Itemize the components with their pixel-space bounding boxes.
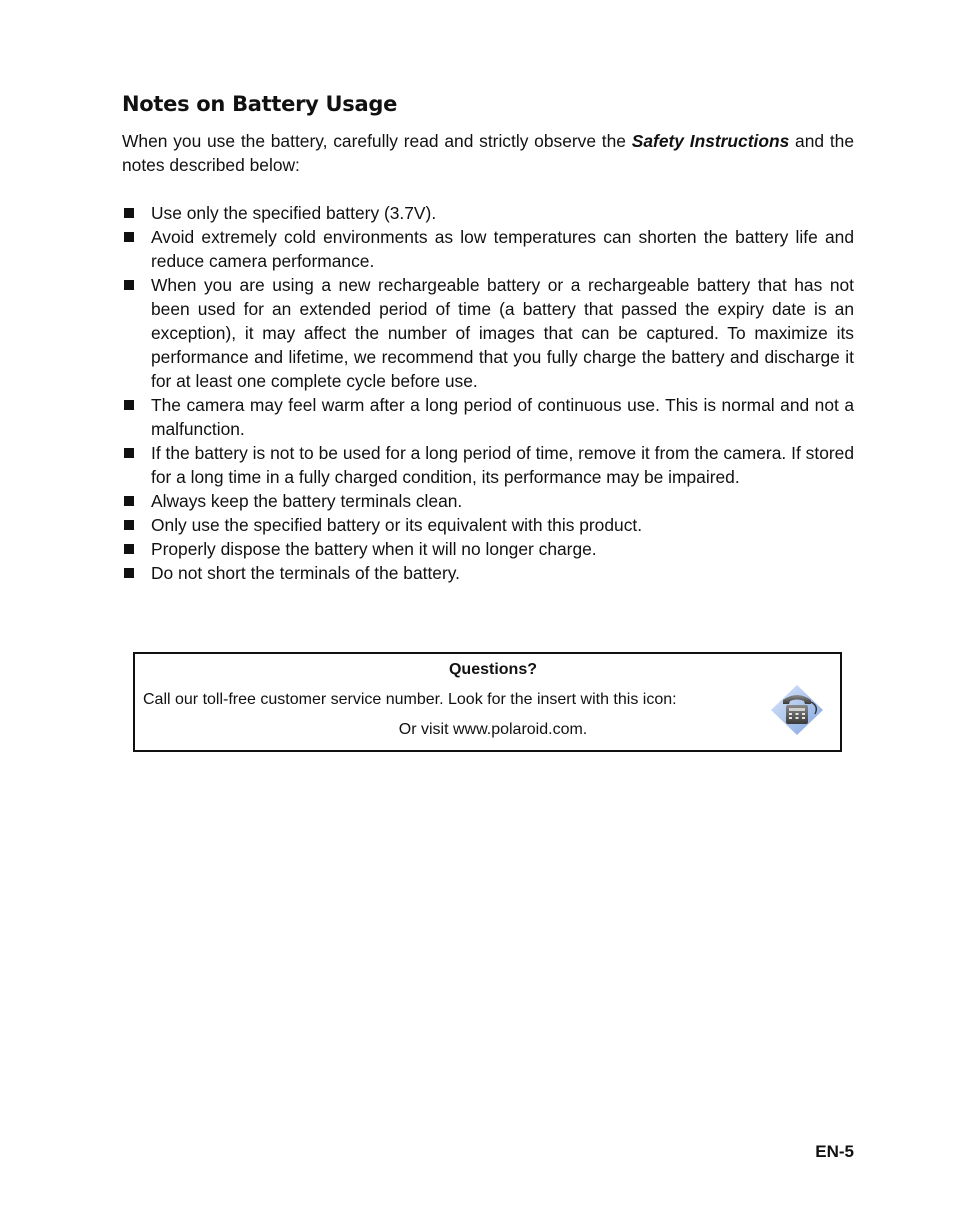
- square-bullet-icon: [124, 496, 134, 506]
- questions-visit-text: Or visit www.polaroid.com.: [398, 721, 588, 738]
- note-item: [122, 561, 854, 585]
- telephone-icon: [769, 684, 825, 736]
- note-item: [122, 441, 854, 489]
- note-item: [122, 201, 854, 225]
- square-bullet-icon: [124, 208, 134, 218]
- note-item: [122, 273, 854, 393]
- note-item: [122, 393, 854, 441]
- intro-text-after: and the notes described below:: [122, 131, 854, 175]
- note-text: Do not short the terminals of the battery.: [151, 563, 460, 583]
- safety-instructions-emphasis: Safety Instructions: [631, 131, 790, 151]
- note-item: [122, 225, 854, 273]
- questions-title: Questions?: [448, 661, 537, 678]
- page-title: Notes on Battery Usage: [122, 92, 398, 116]
- note-text: When you are using a new rechargeable battery or a rechargeable battery that has not been used for an extended period of time (a battery that passed the expiry date is an exception), it may affect the number of images that can be captured. To maximize its performance and lifetime, we recommend that you fully charge the battery and discharge it for at least one complete cycle before use.: [151, 275, 854, 391]
- page-number: EN-5: [815, 1142, 854, 1161]
- intro-paragraph: [122, 129, 854, 177]
- questions-box: [133, 652, 842, 752]
- square-bullet-icon: [124, 280, 134, 290]
- note-text: Use only the specified battery (3.7V).: [151, 203, 437, 223]
- square-bullet-icon: [124, 232, 134, 242]
- square-bullet-icon: [124, 568, 134, 578]
- note-item: [122, 489, 854, 513]
- note-text: Only use the specified battery or its equivalent with this product.: [151, 515, 643, 535]
- battery-notes-list: [122, 201, 854, 585]
- note-item: [122, 537, 854, 561]
- square-bullet-icon: [124, 544, 134, 554]
- note-text: Properly dispose the battery when it will no longer charge.: [151, 539, 597, 559]
- note-text: The camera may feel warm after a long period of continuous use. This is normal and not a malfunction.: [151, 395, 854, 439]
- note-item: [122, 513, 854, 537]
- square-bullet-icon: [124, 400, 134, 410]
- note-text: Always keep the battery terminals clean.: [151, 491, 463, 511]
- note-text: If the battery is not to be used for a long period of time, remove it from the camera. If stored for a long time in a fully charged condition, its performance may be impaired.: [151, 443, 854, 487]
- square-bullet-icon: [124, 520, 134, 530]
- square-bullet-icon: [124, 448, 134, 458]
- questions-call-text: Call our toll-free customer service number. Look for the insert with this icon:: [143, 691, 677, 708]
- intro-text-before: When you use the battery, carefully read and strictly observe the: [122, 131, 632, 151]
- note-text: Avoid extremely cold environments as low temperatures can shorten the battery life and reduce camera performance.: [151, 227, 854, 271]
